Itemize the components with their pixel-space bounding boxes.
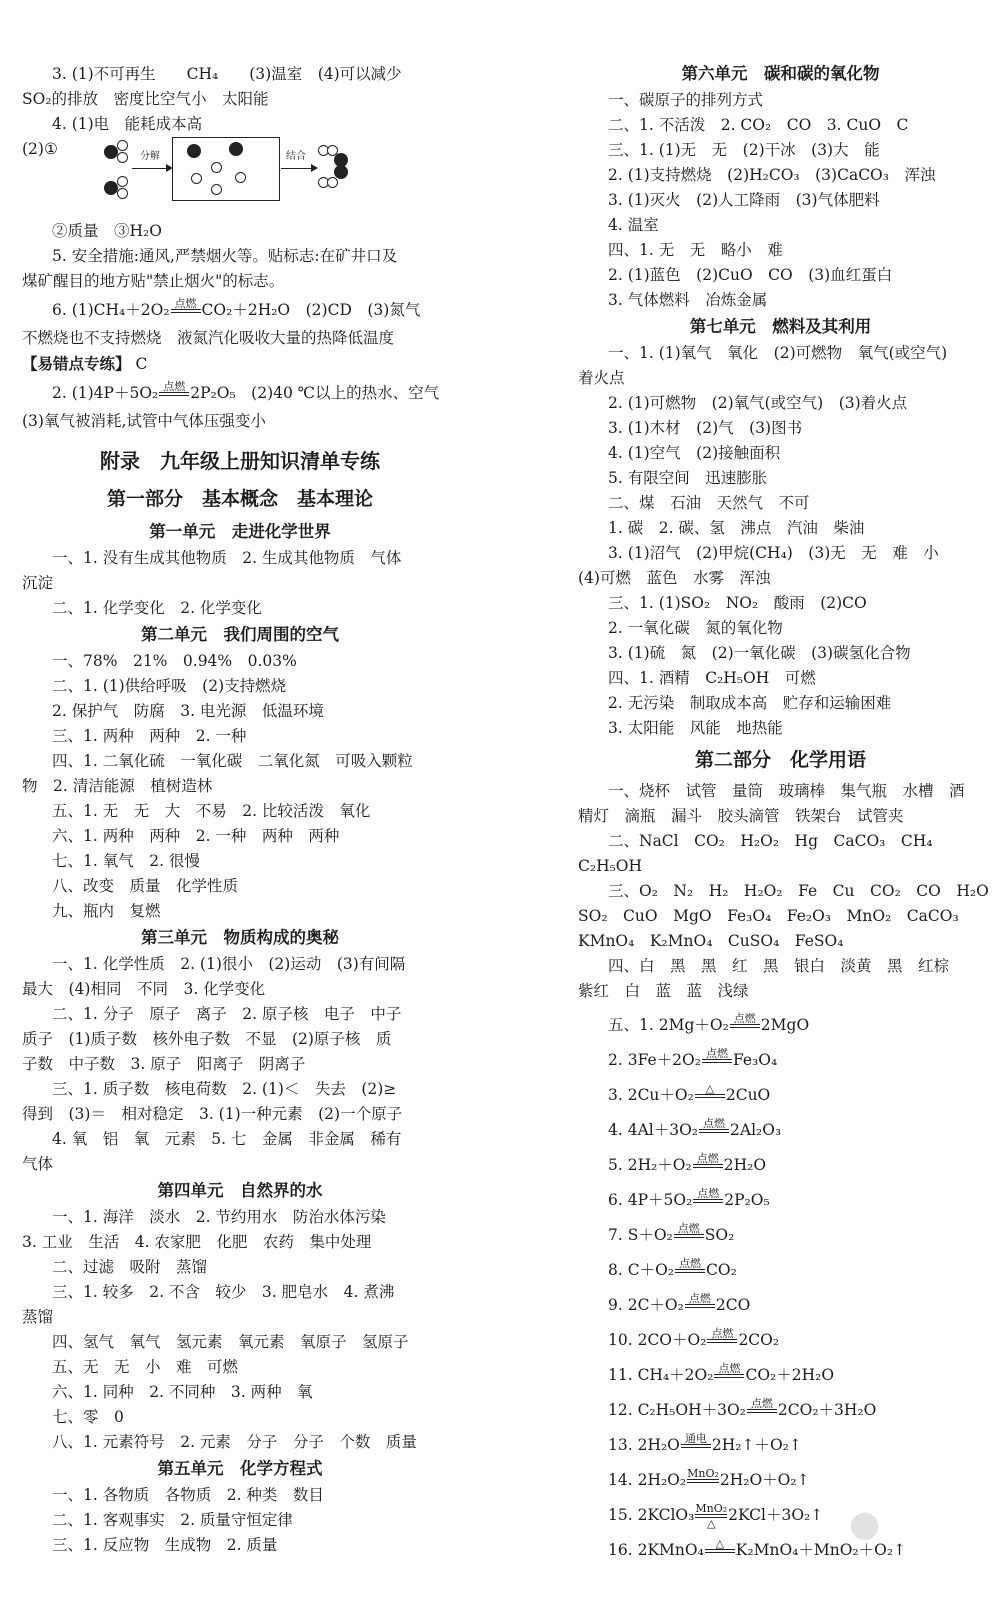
oxygen-atom-icon [229,142,243,156]
reaction-condition [695,1503,727,1529]
equation-left: 14. 2H₂O₂ [608,1471,687,1489]
condition-top: 点燃 [697,1187,720,1200]
text-line: 二、1. 分子 原子 离子 2. 原子核 电子 中子 [52,1005,402,1023]
reaction-condition [674,1223,704,1249]
equation-right: 2CO₂ [738,1331,780,1349]
equation-right: 2H₂↑＋O₂↑ [711,1436,802,1454]
unit-title: 第六单元 碳和碳的氧化物 [681,64,880,83]
equation-right: 2CuO [725,1086,771,1104]
hydrogen-atom-icon [211,184,222,195]
equation-right: 2H₂O＋O₂↑ [719,1471,810,1489]
left-column [22,62,458,1558]
text-line: 煤矿醒目的地方贴"禁止烟火"的标志。 [22,272,285,290]
reaction-condition [695,1083,725,1109]
equation-right: 2P₂O₅ [724,1191,770,1209]
equation-right: CO₂＋2H₂O (2)CD (3)氮气 [201,301,421,319]
text-line: 二、NaCl CO₂ H₂O₂ Hg CaCO₃ CH₄ [608,832,933,850]
equation-line [578,1428,983,1463]
reaction-condition [747,1398,777,1424]
hydrogen-atom-icon [327,177,338,188]
watermark: ⬤ [850,1510,880,1540]
text-line: 着火点 [578,369,625,387]
text-line: 二、1. 客观事实 2. 质量守恒定律 [52,1511,293,1529]
text-line: (3)氧气被消耗,试管中气体压强变小 [22,412,266,430]
text-line: 二、煤 石油 天然气 不可 [608,494,810,512]
equation-line [578,1393,983,1428]
text-line: 4. (1)电 能耗成本高 [52,115,203,133]
text-line: 质子 (1)质子数 核外电子数 不显 (2)原子核 质 [22,1030,392,1048]
text-line: 4. (1)空气 (2)接触面积 [608,444,781,462]
hydrogen-atom-icon [117,188,128,199]
equation-line [578,1288,983,1323]
text-line: 最大 (4)相同 不同 3. 化学变化 [22,980,266,998]
right-column [578,62,989,1568]
condition-bottom [687,1483,719,1494]
text-line: 六、1. 两种 两种 2. 一种 两种 两种 [52,827,340,845]
text-line: 二、1. (1)供给呼吸 (2)支持燃烧 [52,677,287,695]
equation-left: 3. 2Cu＋O₂ [608,1086,694,1104]
reaction-condition [171,298,201,324]
condition-bottom [693,1203,723,1214]
condition-bottom [730,1028,760,1039]
equation-list [578,1008,983,1568]
text-line: 一、1. 海洋 淡水 2. 节约用水 防治水体污染 [52,1208,386,1226]
condition-bottom [702,1063,732,1074]
left-units [22,518,458,1558]
condition-top: 通电 [684,1432,707,1445]
equation-line [578,1358,983,1393]
text-line: 七、1. 氧气 2. 很慢 [52,852,200,870]
part-two-lines [578,779,989,1004]
text-line: 三、1. 反应物 生成物 2. 质量 [52,1536,278,1554]
text-line: 3. 气体燃料 冶炼金属 [608,291,768,309]
condition-bottom [685,1308,715,1319]
condition-top: 点燃 [705,1047,728,1060]
text-line: 三、1. (1)SO₂ NO₂ 酸雨 (2)CO [608,594,867,612]
equation-line [22,294,458,326]
unit-title: 第三单元 物质构成的奥秘 [141,928,339,947]
equation-line [578,1148,983,1183]
equation-line [578,1463,983,1498]
condition-top: 点燃 [677,1222,700,1235]
text-line: 一、78% 21% 0.94% 0.03% [52,652,297,670]
right-units [578,60,983,741]
text-line: 一、1. 各物质 各物质 2. 种类 数目 [52,1486,324,1504]
condition-bottom [674,1238,704,1249]
hydrogen-atom-icon [117,140,128,151]
text-line: 一、碳原子的排列方式 [608,91,764,109]
text-line: 三、O₂ N₂ H₂ H₂O₂ Fe Cu CO₂ CO H₂O [608,882,989,900]
text-line: 2. 保护气 防腐 3. 电光源 低温环境 [52,702,324,720]
unit-title: 第二单元 我们周围的空气 [141,625,339,644]
error-practice-answer: C [130,355,148,373]
text-line: 3. 太阳能 风能 地热能 [608,719,783,737]
text-line: 1. 碳 2. 碳、氢 沸点 汽油 柴油 [608,519,865,537]
arrow-right-icon [281,168,315,169]
equation-right: 2P₂O₅ (2)40 ℃以上的热水、空气 [190,384,440,402]
equation-right: Fe₃O₄ [732,1051,778,1069]
reaction-condition [159,381,189,407]
condition-top: MnO₂ [687,1467,719,1480]
text-line: 得到 (3)＝ 相对稳定 3. (1)一种元素 (2)一个原子 [22,1105,403,1123]
equation-left: 五、1. 2Mg＋O₂ [608,1016,729,1034]
left-after-diagram [22,219,458,294]
equation-right: 2CO₂＋3H₂O [777,1401,877,1419]
text-line: 一、烧杯 试管 量筒 玻璃棒 集气瓶 水槽 酒 [608,782,965,800]
condition-bottom [714,1378,744,1389]
condition-bottom [681,1448,711,1459]
condition-top: 点燃 [679,1257,701,1270]
text-line: 四、1. 无 无 略小 难 [608,241,783,259]
condition-bottom [695,1098,725,1109]
equation-line [578,1043,983,1078]
condition-bottom [675,1273,705,1284]
oxygen-atom-icon [334,165,348,179]
text-line: 五、无 无 小 难 可燃 [52,1358,239,1376]
unit-title: 第一单元 走进化学世界 [149,522,331,541]
hydrogen-atom-icon [235,172,246,183]
equation-right: SO₂ [704,1226,735,1244]
condition-top: 点燃 [688,1292,711,1305]
text-line: 二、1. 化学变化 2. 化学变化 [52,599,262,617]
text-line: 3. (1)不可再生 CH₄ (3)温室 (4)可以减少 [52,65,402,83]
reaction-condition [730,1013,760,1039]
text-line: 八、1. 元素符号 2. 元素 分子 分子 个数 质量 [52,1433,417,1451]
error-practice-title: 【易错点专练】 [22,354,131,373]
condition-top: 点燃 [733,1012,756,1025]
text-line: SO₂ CuO MgO Fe₃O₄ Fe₂O₃ MnO₂ CaCO₃ [578,907,959,925]
equation-line [578,1113,983,1148]
equation-left: 2. 3Fe＋2O₂ [608,1051,701,1069]
text-line: 3. (1)沼气 (2)甲烷(CH₄) (3)无 无 难 小 [608,544,939,562]
text-line: 三、1. (1)无 无 (2)干冰 (3)大 能 [608,141,880,159]
appendix-title: 附录 九年级上册知识清单专练 [100,449,380,473]
arrow-label-right: 结合 [286,151,306,162]
left-intro [22,62,458,137]
equation-left: 4. 4Al＋3O₂ [608,1121,699,1139]
condition-bottom [693,1168,723,1179]
equation-line [578,1078,983,1113]
text-line: 四、白 黑 黑 红 黑 银白 淡黄 黑 红棕 [608,957,950,975]
text-line: 一、1. (1)氧气 氧化 (2)可燃物 氧气(或空气) [608,344,948,362]
oxygen-atom-icon [104,145,118,159]
equation-left: 9. 2C＋O₂ [608,1296,684,1314]
text-line: 2. 一氧化碳 氮的氧化物 [608,619,783,637]
reaction-condition [699,1118,729,1144]
condition-bottom [705,1553,735,1564]
text-line: 2. (1)支持燃烧 (2)H₂CO₃ (3)CaCO₃ 浑浊 [608,166,936,184]
condition-bottom: △ [707,1517,716,1530]
text-line: 五、1. 无 无 大 不易 2. 比较活泼 氧化 [52,802,371,820]
text-line: 三、1. 质子数 核电荷数 2. (1)＜ 失去 (2)≥ [52,1080,397,1098]
reaction-condition [707,1328,737,1354]
text-line: 七、零 0 [52,1408,124,1426]
condition-bottom [707,1343,737,1354]
hydrogen-atom-icon [211,162,222,173]
hydrogen-atom-icon [191,173,202,184]
text-line: 物 2. 清洁能源 植树造林 [22,777,213,795]
equation-left: 16. 2KMnO₄ [608,1541,704,1559]
equation-right: 2H₂O [723,1156,767,1174]
equation-line [22,377,458,409]
hydrogen-atom-icon [117,176,128,187]
equation-left: 2. (1)4P＋5O₂ [52,384,159,402]
equation-line [578,1183,983,1218]
unit-title: 第四单元 自然界的水 [157,1181,323,1200]
equation-right: 2MgO [760,1016,810,1034]
equation-line [578,1323,983,1358]
text-line: C₂H₅OH [578,857,643,875]
atom-box [172,137,280,201]
equation-line [578,1218,983,1253]
equation-right: 2CO [715,1296,751,1314]
equation-left: 11. CH₄＋2O₂ [608,1366,714,1384]
equation-left: 13. 2H₂O [608,1436,680,1454]
text-line: SO₂的排放 密度比空气小 太阳能 [22,90,269,108]
condition-top: △ [705,1082,715,1095]
reaction-condition [693,1153,723,1179]
text-line: 3. 工业 生活 4. 农家肥 化肥 农药 集中处理 [22,1233,372,1251]
text-line: 不燃烧也不支持燃烧 液氮汽化吸收大量的热降低温度 [22,329,395,347]
equation-left: 6. 4P＋5O₂ [608,1191,693,1209]
equation-left: 10. 2CO＋O₂ [608,1331,707,1349]
condition-top: MnO₂ [695,1502,728,1515]
condition-bottom [699,1133,729,1144]
oxygen-atom-icon [104,181,118,195]
equation-line [578,1253,983,1288]
text-line: 子数 中子数 3. 原子 阳离子 阴离子 [22,1055,306,1073]
text-line: 2. (1)蓝色 (2)CuO CO (3)血红蛋白 [608,266,893,284]
text-line: 3. (1)木材 (2)气 (3)图书 [608,419,803,437]
text-line: 四、1. 二氧化硫 一氧化碳 二氧化氮 可吸入颗粒 [52,752,413,770]
text-line: 4. 温室 [608,216,659,234]
error-practice-line [22,351,458,377]
text-line: 气体 [22,1155,54,1173]
equation-line [578,1498,983,1533]
part-one-title: 第一部分 基本概念 基本理论 [106,488,373,510]
condition-bottom [747,1413,777,1424]
equation-right: CO₂＋2H₂O [745,1366,835,1384]
unit-title: 第七单元 燃料及其利用 [689,317,872,336]
equation-line [578,1008,983,1043]
text-line: 一、1. 化学性质 2. (1)很小 (2)运动 (3)有间隔 [52,955,406,973]
oxygen-atom-icon [187,144,201,158]
part-two-title: 第二部分 化学用语 [694,749,866,771]
arrow-right-icon [132,168,170,169]
text-line: 精灯 滴瓶 漏斗 胶头滴管 铁架台 试管夹 [578,807,904,825]
text-line: (4)可燃 蓝色 水雾 浑浊 [578,569,771,587]
equation-left: 5. 2H₂＋O₂ [608,1156,692,1174]
text-line: 二、1. 不活泼 2. CO₂ CO 3. CuO C [608,116,909,134]
equation-left: 6. (1)CH₄＋2O₂ [52,301,170,319]
text-line: 一、1. 没有生成其他物质 2. 生成其他物质 气体 [52,549,402,567]
condition-top: 点燃 [703,1117,726,1130]
text-line: 3. (1)硫 氮 (2)一氧化碳 (3)碳氢化合物 [608,644,911,662]
text-line: 二、过滤 吸附 蒸馏 [52,1258,208,1276]
equation-left: 15. 2KClO₃ [608,1506,695,1524]
decomposition-diagram [22,137,352,217]
equation-right: CO₂ [706,1261,737,1279]
text-line: 2. (1)可燃物 (2)氧气(或空气) (3)着火点 [608,394,908,412]
reaction-condition [702,1048,732,1074]
reaction-condition [705,1538,735,1564]
text-line: 沉淀 [22,574,54,592]
diagram-prefix: (2)① [22,140,58,158]
text-line: 六、1. 同种 2. 不同种 3. 两种 氧 [52,1383,313,1401]
text-line: 紫红 白 蓝 蓝 浅绿 [578,982,749,1000]
equation-left: 7. S＋O₂ [608,1226,673,1244]
reaction-condition [681,1433,711,1459]
arrow-label-left: 分解 [140,151,160,162]
text-line: 4. 氧 铝 氧 元素 5. 七 金属 非金属 稀有 [52,1130,402,1148]
text-line: KMnO₄ K₂MnO₄ CuSO₄ FeSO₄ [578,932,844,950]
equation-left: 8. C＋O₂ [608,1261,674,1279]
equation-right: K₂MnO₄＋MnO₂＋O₂↑ [735,1541,907,1559]
text-line: 2. 无污染 制取成本高 贮存和运输困难 [608,694,892,712]
equation-left: 12. C₂H₅OH＋3O₂ [608,1401,746,1419]
text-line: 九、瓶内 复燃 [52,902,161,920]
text-line: ②质量 ③H₂O [52,222,162,240]
condition-top: 点燃 [718,1362,741,1375]
condition-top: 点燃 [711,1327,734,1340]
condition-top: 点燃 [750,1397,773,1410]
condition-top: 点燃 [696,1152,719,1165]
text-line: 蒸馏 [22,1308,54,1326]
text-line: 三、1. 两种 两种 2. 一种 [52,727,247,745]
text-line: 三、1. 较多 2. 不含 较少 3. 肥皂水 4. 煮沸 [52,1283,395,1301]
reaction-condition [685,1293,715,1319]
reaction-condition [714,1363,744,1389]
reaction-condition [675,1258,705,1284]
reaction-condition [693,1188,723,1214]
text-line: 四、1. 酒精 C₂H₅OH 可燃 [608,669,816,687]
text-line: 八、改变 质量 化学性质 [52,877,239,895]
equation-right: 2KCl＋3O₂↑ [728,1506,824,1524]
equation-right: 2Al₂O₃ [730,1121,782,1139]
arrow-head-icon [311,164,318,172]
hydrogen-atom-icon [117,152,128,163]
text-line: 四、氢气 氧气 氢元素 氧元素 氧原子 氢原子 [52,1333,409,1351]
condition-text: 点燃 [163,380,186,393]
unit-title: 第五单元 化学方程式 [157,1459,323,1478]
condition-text: 点燃 [174,297,197,310]
text-line: 5. 安全措施:通风,严禁烟火等。贴标志:在矿井口及 [52,247,398,265]
text-line: 3. (1)灭火 (2)人工降雨 (3)气体肥料 [608,191,880,209]
equation-line [578,1533,983,1568]
text-line: 5. 有限空间 迅速膨胀 [608,469,768,487]
reaction-condition [687,1468,719,1494]
condition-top: △ [715,1537,725,1550]
